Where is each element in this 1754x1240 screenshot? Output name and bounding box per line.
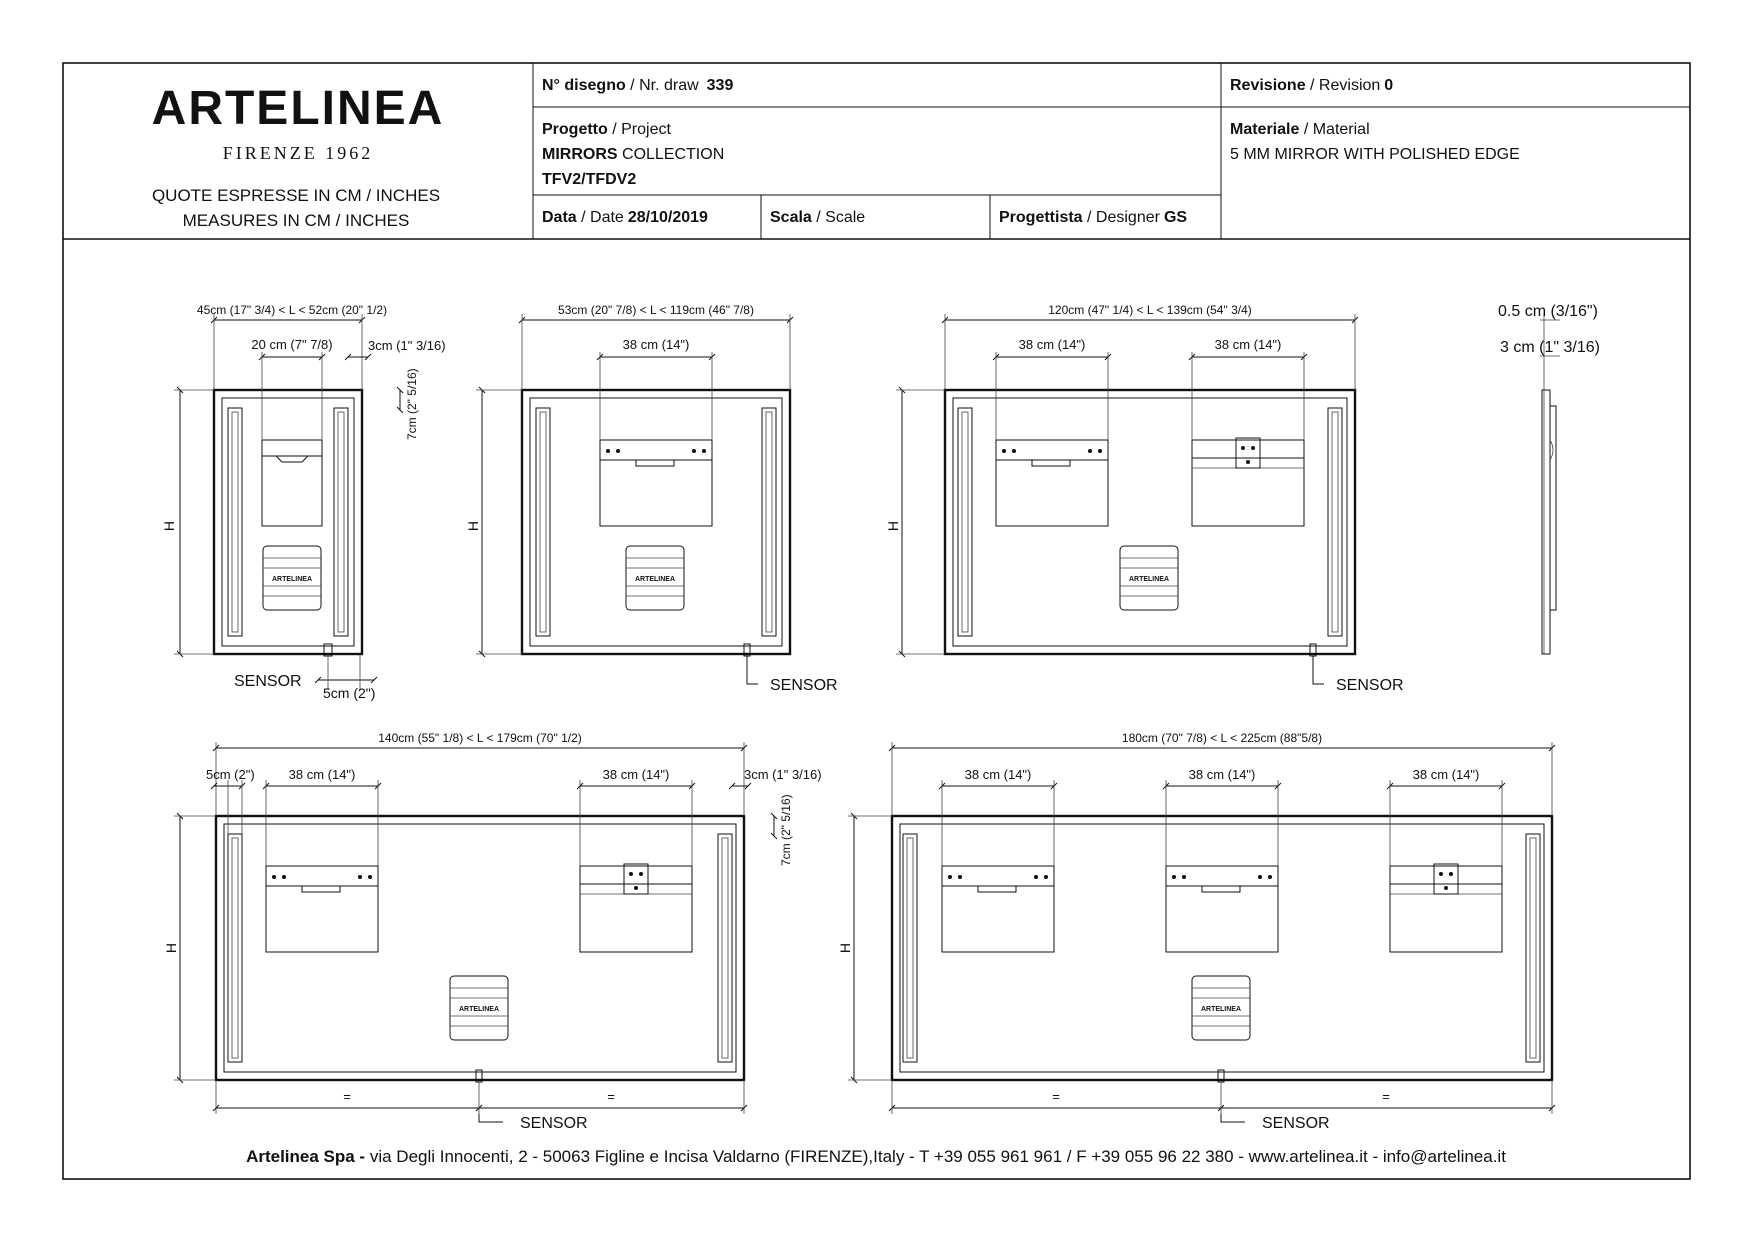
drawing-4 — [163, 731, 822, 1132]
brand-logo: ARTELINEA — [151, 82, 445, 135]
d5-eq2: = — [1382, 1089, 1390, 1104]
draw-number-field: N° disegno / Nr. draw 339 — [542, 77, 734, 94]
quote-it: QUOTE ESPRESSE IN CM / INCHES — [151, 186, 441, 205]
scale-field: Scala / Scale — [770, 209, 866, 226]
d5-inner3-label: 38 cm (14") — [1412, 767, 1480, 782]
d1-inner-label: 20 cm (7" 7/8) — [251, 337, 333, 352]
d5-device-logo: ARTELINEA — [1200, 1006, 1242, 1013]
sheet-border — [63, 63, 1690, 1179]
d4-top-label: 7cm (2" 5/16) — [779, 794, 793, 866]
d4-height-label: H — [163, 942, 179, 954]
d1-height-label: H — [161, 520, 177, 532]
d1-device-logo: ARTELINEA — [271, 576, 313, 583]
d1-sensor-label: SENSOR — [234, 673, 302, 690]
d2-height-label: H — [465, 520, 481, 532]
brand-subtitle: FIRENZE 1962 — [222, 143, 374, 163]
drawing-1 — [161, 303, 446, 701]
date-field: Data / Date 28/10/2019 — [542, 209, 708, 226]
d2-inner-label: 38 cm (14") — [622, 337, 690, 352]
d5-height-label: H — [837, 942, 853, 954]
project-line1: MIRRORS COLLECTION — [542, 146, 725, 163]
d3-inner2-label: 38 cm (14") — [1214, 337, 1282, 352]
d3-height-label: H — [885, 520, 901, 532]
material-label: Materiale / Material — [1230, 121, 1370, 138]
d3-sensor-label: SENSOR — [1336, 677, 1404, 694]
d3-inner1-label: 38 cm (14") — [1018, 337, 1086, 352]
d4-inner2-label: 38 cm (14") — [602, 767, 670, 782]
d4-eq1: = — [343, 1089, 351, 1104]
d5-eq1: = — [1052, 1089, 1060, 1104]
project-label: Progetto / Project — [542, 121, 671, 138]
d4-eq2: = — [607, 1089, 615, 1104]
drawing-5 — [837, 731, 1552, 1132]
d1-side-label: 3cm (1" 3/16) — [368, 338, 446, 353]
material-value: 5 MM MIRROR WITH POLISHED EDGE — [1230, 146, 1520, 163]
footer-address: Artelinea Spa - via Degli Innocenti, 2 - 50063 Figline e Incisa Valdarno (FIRENZE),Italy - T +39 055 961 961 / F +39 055 96 22 380 - www.artelinea.it - info@artelinea.it — [246, 1147, 1506, 1166]
d2-sensor-label: SENSOR — [770, 677, 838, 694]
d2-device-logo: ARTELINEA — [634, 576, 676, 583]
d4-left-margin-label: 5cm (2") — [206, 767, 255, 782]
d1-top-label: 7cm (2" 5/16) — [405, 368, 419, 440]
d4-width-label: 140cm (55" 1/8) < L < 179cm (70" 1/2) — [378, 731, 582, 745]
d3-device-logo: ARTELINEA — [1128, 576, 1170, 583]
drawing-2 — [465, 303, 838, 694]
project-line2: TFV2/TFDV2 — [542, 171, 637, 188]
d2-width-label: 53cm (20" 7/8) < L < 119cm (46" 7/8) — [558, 303, 754, 317]
drawing-3 — [885, 303, 1404, 694]
d4-inner1-label: 38 cm (14") — [288, 767, 356, 782]
d1-bottom-label: 5cm (2") — [323, 685, 376, 701]
side-view — [1498, 303, 1600, 654]
d4-sensor-label: SENSOR — [520, 1115, 588, 1132]
side-thickness1: 0.5 cm (3/16") — [1498, 303, 1598, 320]
d5-width-label: 180cm (70" 7/8) < L < 225cm (88"5/8) — [1121, 731, 1323, 745]
d5-inner1-label: 38 cm (14") — [964, 767, 1032, 782]
d4-side-label: 3cm (1" 3/16) — [744, 767, 822, 782]
d3-width-label: 120cm (47" 1/4) < L < 139cm (54" 3/4) — [1048, 303, 1252, 317]
revision-field: Revisione / Revision 0 — [1230, 77, 1394, 94]
quote-en: MEASURES IN CM / INCHES — [182, 211, 410, 230]
d5-inner2-label: 38 cm (14") — [1188, 767, 1256, 782]
d4-device-logo: ARTELINEA — [458, 1006, 500, 1013]
d5-sensor-label: SENSOR — [1262, 1115, 1330, 1132]
side-thickness2: 3 cm (1" 3/16) — [1500, 339, 1600, 356]
d1-width-label: 45cm (17" 3/4) < L < 52cm (20" 1/2) — [196, 303, 388, 317]
designer-field: Progettista / Designer GS — [999, 209, 1188, 226]
